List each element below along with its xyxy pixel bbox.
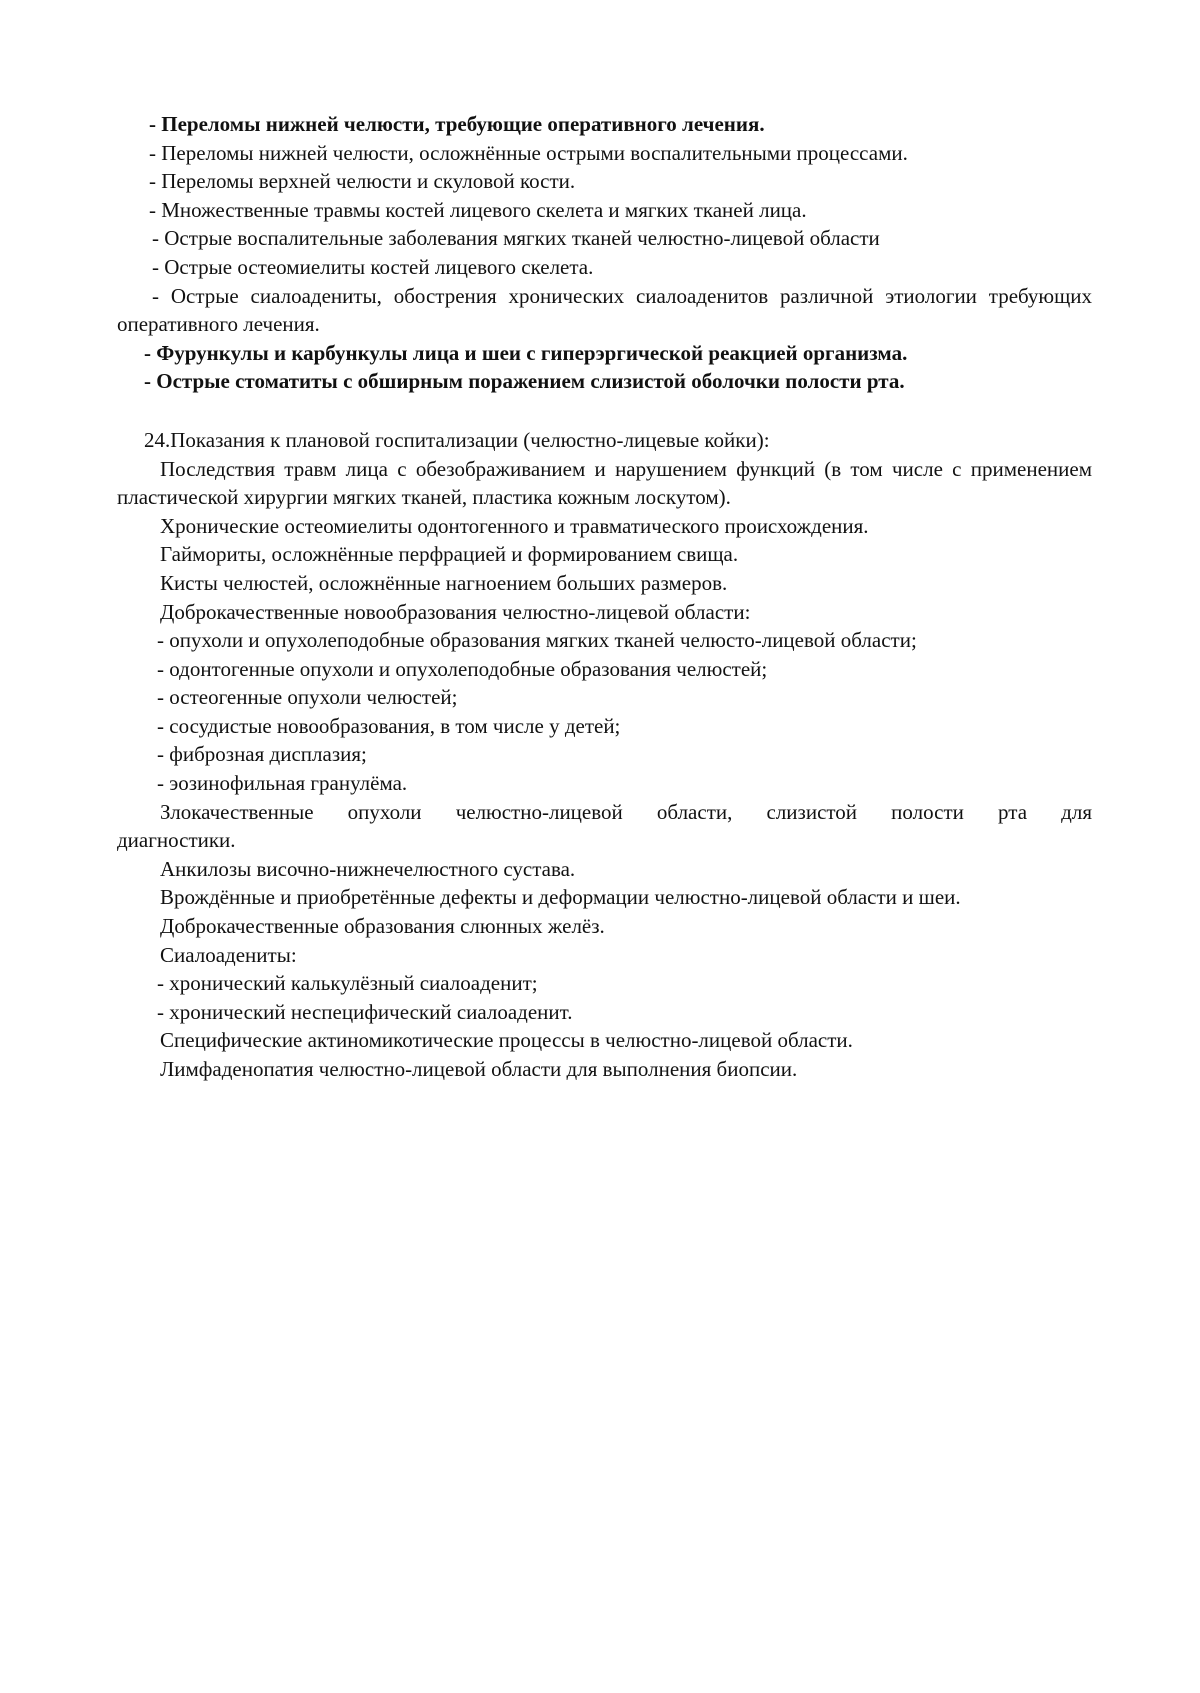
paragraph: Гаймориты, осложнённые перфрацией и формированием свища. bbox=[160, 542, 739, 567]
paragraph: Злокачественные опухоли челюстно-лицевой области, слизистой полости рта для диагностики. bbox=[117, 799, 1092, 853]
list-item: - хронический калькулёзный сиалоаденит; bbox=[157, 971, 538, 996]
list-item: - опухоли и опухолеподобные образования мягких тканей челюсто-лицевой области; bbox=[157, 628, 917, 653]
list-item: - Острые остеомиелиты костей лицевого скелета. bbox=[152, 254, 594, 279]
paragraph: Последствия травм лица с обезображиванием и нарушением функций (в том числе с применением пластической хирургии мягких тканей, пластика кожным лоскутом). bbox=[117, 456, 1092, 510]
list-item: - Переломы нижней челюсти, требующие оперативного лечения. bbox=[149, 112, 765, 136]
paragraph: Кисты челюстей, осложнённые нагноением больших размеров. bbox=[160, 570, 728, 595]
list-item: - Множественные травмы костей лицевого скелета и мягких тканей лица. bbox=[149, 197, 807, 222]
paragraph: Доброкачественные новообразования челюстно-лицевой области: bbox=[160, 599, 751, 624]
paragraph: Сиалоадениты: bbox=[160, 942, 297, 967]
list-item: - фиброзная дисплазия; bbox=[157, 742, 367, 767]
list-item: - Переломы нижней челюсти, осложнённые острыми воспалительными процессами. bbox=[149, 140, 908, 165]
document-body bbox=[117, 110, 1092, 1084]
paragraph: Специфические актиномикотические процессы в челюстно-лицевой области. bbox=[160, 1028, 853, 1053]
list-item-multiline: - Острые сиалоадениты, обострения хронических сиалоаденитов различной этиологии требующих оперативного лечения. bbox=[117, 283, 1092, 337]
list-item: - Фурункулы и карбункулы лица и шеи с гиперэргической реакцией организма. bbox=[144, 340, 908, 365]
list-item: - эозинофильная гранулёма. bbox=[157, 771, 408, 796]
list-item: - хронический неспецифический сиалоаденит. bbox=[157, 999, 573, 1024]
list-item: - остеогенные опухоли челюстей; bbox=[157, 685, 458, 710]
paragraph: Хронические остеомиелиты одонтогенного и травматического происхождения. bbox=[160, 513, 869, 538]
list-item: - одонтогенные опухоли и опухолеподобные образования челюстей; bbox=[157, 656, 768, 681]
paragraph: Анкилозы височно-нижнечелюстного сустава. bbox=[160, 856, 576, 881]
list-item: - Острые воспалительные заболевания мягких тканей челюстно-лицевой области bbox=[152, 226, 880, 251]
section-spacer bbox=[117, 396, 1092, 426]
list-item: - сосудистые новообразования, в том числе у детей; bbox=[157, 713, 621, 738]
section-heading: 24.Показания к плановой госпитализации (челюстно-лицевые койки): bbox=[144, 427, 770, 452]
paragraph: Доброкачественные образования слюнных желёз. bbox=[160, 914, 605, 939]
list-item: - Острые стоматиты с обширным поражением слизистой оболочки полости рта. bbox=[144, 369, 905, 394]
list-item: - Переломы верхней челюсти и скуловой кости. bbox=[149, 169, 576, 194]
paragraph: Лимфаденопатия челюстно-лицевой области для выполнения биопсии. bbox=[160, 1057, 798, 1081]
paragraph: Врождённые и приобретённые дефекты и деформации челюстно-лицевой области и шеи. bbox=[160, 885, 961, 910]
